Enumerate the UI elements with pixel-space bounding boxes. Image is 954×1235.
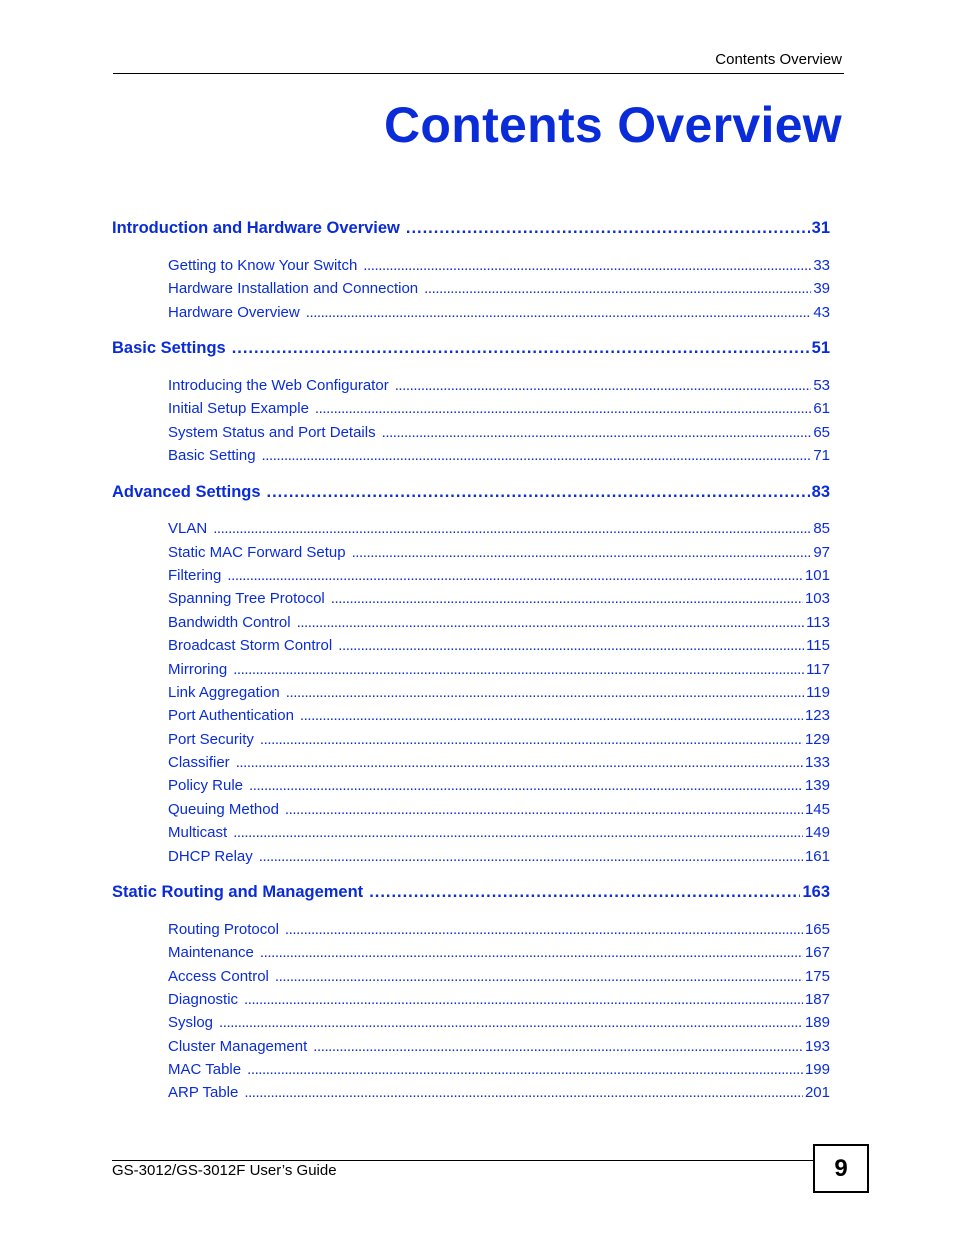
toc-leader-dots (275, 968, 803, 985)
toc-entry-title: Hardware Overview (168, 304, 300, 321)
toc-entry-broadcast-storm[interactable] (168, 637, 830, 654)
toc-entry-web-configurator[interactable] (168, 377, 830, 394)
toc-leader-dots (244, 1084, 803, 1101)
toc-entry-port-security[interactable] (168, 731, 830, 748)
toc-entry-page: 139 (804, 777, 830, 794)
page-number-box (813, 1144, 869, 1193)
toc-entry-title: Filtering (168, 567, 222, 584)
toc-entry-title: Maintenance (168, 944, 254, 961)
toc-entry-title: Introducing the Web Configurator (168, 377, 389, 394)
toc-leader-dots (249, 777, 803, 794)
toc-entry-page: 201 (804, 1084, 830, 1101)
toc-leader-dots (285, 921, 803, 938)
toc-leader-dots (259, 848, 803, 865)
toc-entry-title: Static MAC Forward Setup (168, 544, 346, 561)
toc-entry-title: Getting to Know Your Switch (168, 257, 358, 274)
toc-leader-dots (213, 520, 811, 537)
toc-leader-dots (227, 567, 803, 584)
toc-entry-page: 43 (813, 304, 830, 321)
toc-entry-page: 187 (804, 991, 830, 1008)
toc-leader-dots (267, 483, 810, 502)
toc-entry-page: 145 (804, 801, 830, 818)
header-divider (113, 73, 844, 74)
footer-divider (112, 1160, 814, 1161)
toc-section-intro-hardware[interactable] (112, 219, 830, 238)
toc-entry-bandwidth-control[interactable] (168, 614, 830, 631)
toc-leader-dots (297, 614, 805, 631)
toc-entry-getting-to-know[interactable] (168, 257, 830, 274)
toc-entry-title: Broadcast Storm Control (168, 637, 333, 654)
running-header: Contents Overview (715, 51, 842, 68)
toc-leader-dots (315, 400, 811, 417)
toc-entry-title: Routing Protocol (168, 921, 279, 938)
toc-entry-multicast[interactable] (168, 824, 830, 841)
toc-entry-routing-protocol[interactable] (168, 921, 830, 938)
toc-entry-title: Spanning Tree Protocol (168, 590, 325, 607)
toc-section-title: Introduction and Hardware Overview (112, 219, 400, 237)
toc-section-page: 51 (811, 339, 830, 357)
toc-leader-dots (369, 883, 800, 902)
page-title: Contents Overview (383, 97, 842, 153)
toc-entry-page: 113 (806, 614, 830, 631)
toc-entry-page: 115 (806, 637, 830, 654)
toc-entry-title: Classifier (168, 754, 230, 771)
toc-entry-mac-table[interactable] (168, 1061, 830, 1078)
toc-entry-page: 53 (813, 377, 830, 394)
toc-entry-title: Queuing Method (168, 801, 279, 818)
toc-entry-dhcp-relay[interactable] (168, 848, 830, 865)
toc-entry-filtering[interactable] (168, 567, 830, 584)
toc-entry-page: 193 (804, 1038, 830, 1055)
toc-entry-title: MAC Table (168, 1061, 242, 1078)
toc-entry-page: 189 (804, 1014, 830, 1031)
toc-leader-dots (232, 339, 810, 358)
toc-entry-page: 71 (813, 447, 830, 464)
toc-leader-dots (306, 304, 812, 321)
toc-entry-spanning-tree[interactable] (168, 590, 830, 607)
toc-entry-port-authentication[interactable] (168, 707, 830, 724)
toc-entry-page: 65 (813, 424, 830, 441)
toc-section-advanced-settings[interactable] (112, 483, 830, 502)
toc-leader-dots (395, 377, 812, 394)
toc-leader-dots (382, 424, 812, 441)
toc-section-basic-settings[interactable] (112, 339, 830, 358)
toc-leader-dots (247, 1061, 803, 1078)
toc-leader-dots (338, 637, 804, 654)
toc-entry-title: Access Control (168, 968, 269, 985)
toc-leader-dots (236, 754, 803, 771)
toc-entry-link-aggregation[interactable] (168, 684, 830, 701)
toc-entry-vlan[interactable] (168, 520, 830, 537)
toc-entry-page: 103 (804, 590, 830, 607)
toc-entry-page: 97 (813, 544, 830, 561)
toc-leader-dots (352, 544, 812, 561)
toc-section-static-routing[interactable] (112, 883, 830, 902)
toc-entry-page: 133 (804, 754, 830, 771)
toc-entry-page: 39 (813, 280, 830, 297)
toc-entry-mirroring[interactable] (168, 661, 830, 678)
toc-entry-page: 123 (804, 707, 830, 724)
toc-entry-page: 199 (804, 1061, 830, 1078)
toc-entry-title: ARP Table (168, 1084, 239, 1101)
toc-entry-queuing-method[interactable] (168, 801, 830, 818)
toc-leader-dots (285, 801, 803, 818)
toc-leader-dots (260, 944, 803, 961)
toc-leader-dots (300, 707, 803, 724)
toc-section-page: 163 (802, 883, 830, 901)
toc-section-title: Static Routing and Management (112, 883, 364, 901)
toc-entry-page: 85 (813, 520, 830, 537)
page-number: 9 (834, 1154, 848, 1182)
toc-leader-dots (424, 280, 811, 297)
toc-entry-classifier[interactable] (168, 754, 830, 771)
toc-entry-maintenance[interactable] (168, 944, 830, 961)
toc-leader-dots (313, 1038, 803, 1055)
toc-leader-dots (286, 684, 804, 701)
toc-leader-dots (244, 991, 803, 1008)
toc-section-page: 31 (811, 219, 830, 237)
toc-leader-dots (363, 257, 811, 274)
toc-entry-page: 167 (804, 944, 830, 961)
toc-entry-hardware-overview[interactable] (168, 304, 830, 321)
toc-entry-page: 61 (813, 400, 830, 417)
toc-entry-diagnostic[interactable] (168, 991, 830, 1008)
toc-entry-policy-rule[interactable] (168, 777, 830, 794)
toc-entry-title: Basic Setting (168, 447, 256, 464)
toc-entry-title: Mirroring (168, 661, 228, 678)
toc-entry-hardware-installation[interactable] (168, 280, 830, 297)
toc-entry-title: Diagnostic (168, 991, 239, 1008)
toc-entry-title: Multicast (168, 824, 228, 841)
toc-entry-system-status[interactable] (168, 424, 830, 441)
toc-leader-dots (262, 447, 812, 464)
toc-leader-dots (331, 590, 803, 607)
toc-entry-page: 165 (804, 921, 830, 938)
toc-entry-title: VLAN (168, 520, 208, 537)
toc-section-title: Basic Settings (112, 339, 226, 357)
toc-entry-arp-table[interactable] (168, 1084, 830, 1101)
toc-entry-page: 33 (813, 257, 830, 274)
toc-leader-dots (406, 219, 810, 238)
footer-guide-name: GS-3012/GS-3012F User’s Guide (112, 1162, 337, 1179)
toc-entry-title: Policy Rule (168, 777, 244, 794)
toc-entry-page: 129 (804, 731, 830, 748)
toc-leader-dots (260, 731, 803, 748)
toc-entry-title: Port Security (168, 731, 254, 748)
toc-entry-page: 161 (804, 848, 830, 865)
toc-entry-title: DHCP Relay (168, 848, 253, 865)
toc-entry-title: Hardware Installation and Connection (168, 280, 419, 297)
toc-entry-title: Syslog (168, 1014, 214, 1031)
toc-leader-dots (233, 661, 804, 678)
toc-section-title: Advanced Settings (112, 483, 261, 501)
toc-entry-page: 117 (806, 661, 830, 678)
toc-entry-basic-setting[interactable] (168, 447, 830, 464)
toc-entry-title: Bandwidth Control (168, 614, 291, 631)
toc-entry-page: 119 (806, 684, 830, 701)
toc-leader-dots (233, 824, 803, 841)
toc-leader-dots (219, 1014, 803, 1031)
toc-entry-title: Link Aggregation (168, 684, 280, 701)
toc-entry-cluster-management[interactable] (168, 1038, 830, 1055)
toc-entry-title: System Status and Port Details (168, 424, 376, 441)
toc-entry-static-mac[interactable] (168, 544, 830, 561)
toc-entry-title: Initial Setup Example (168, 400, 309, 417)
toc-entry-initial-setup[interactable] (168, 400, 830, 417)
toc-entry-access-control[interactable] (168, 968, 830, 985)
toc-entry-page: 101 (804, 567, 830, 584)
toc-entry-syslog[interactable] (168, 1014, 830, 1031)
toc-entry-title: Port Authentication (168, 707, 294, 724)
toc-entry-page: 149 (804, 824, 830, 841)
toc-entry-title: Cluster Management (168, 1038, 308, 1055)
toc-entry-page: 175 (804, 968, 830, 985)
toc-section-page: 83 (811, 483, 830, 501)
